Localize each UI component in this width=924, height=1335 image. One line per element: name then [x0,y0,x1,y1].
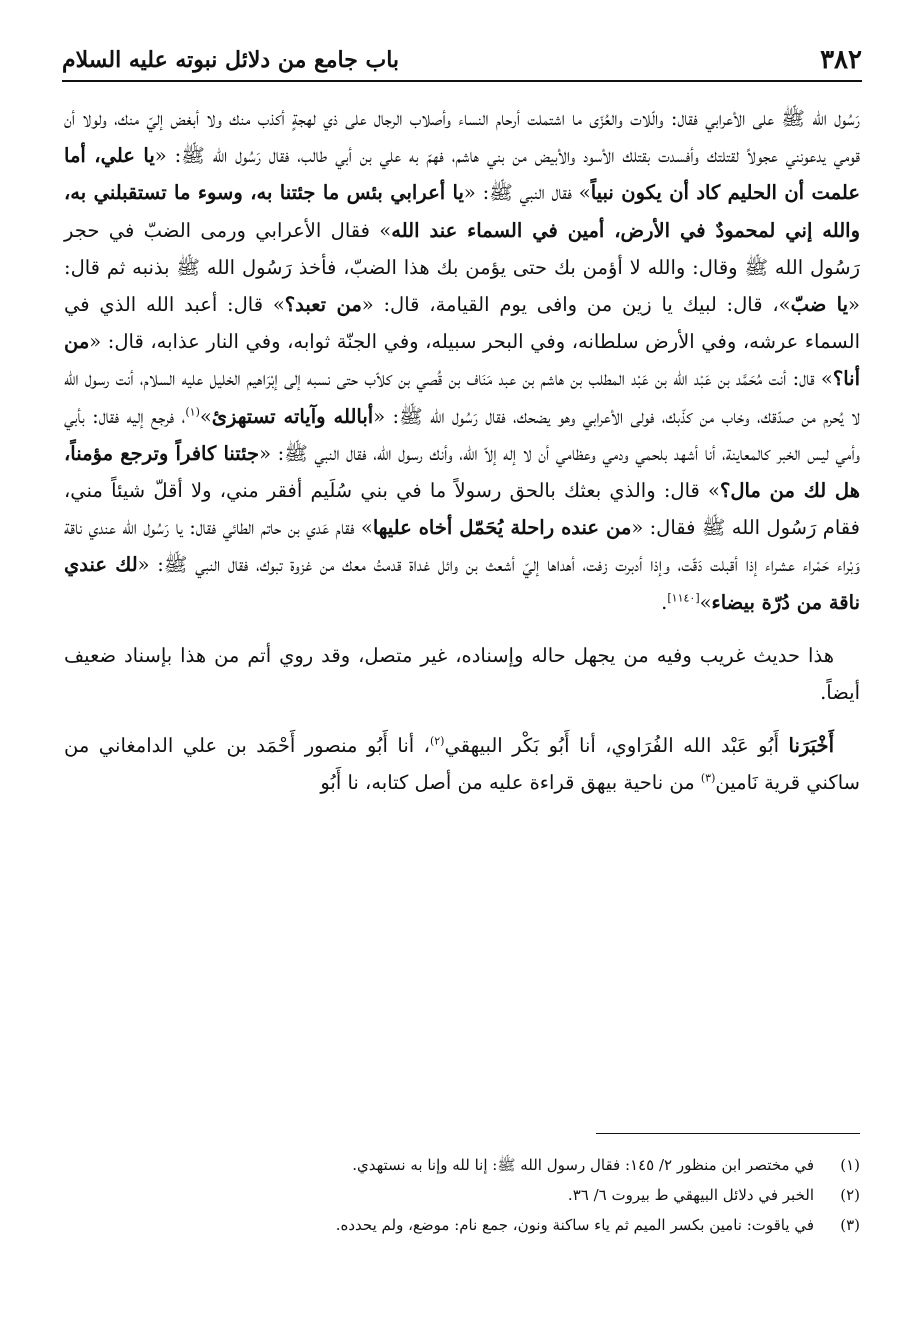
paragraph-hadith [64,100,860,621]
text-run: » قال: أعبد الله الذي في السماء عرشه، وفي الأرض سلطانه، وفي البحر سبيله، وفي الجنّة ثوابه، وفي النار عذابه، قال: « [64,293,860,354]
prophet-quote: من عنده راحلة يُحَمّل أخاه عليها [372,516,632,540]
footnote-marker: (١) [185,405,200,419]
running-header [62,40,862,80]
footnote-marker: (٣) [700,771,716,785]
footnote-rule [596,1133,860,1134]
paragraph-isnad [64,727,860,801]
footnote-text: في مختصر ابن منظور ٢/ ١٤٥: فقال رسول الله ﷺ: إنا لله وإنا به نستهدي. [352,1156,814,1174]
text-run: . [661,590,668,614]
text-run: رَسُول الله ﷺ على الأعرابي فقال: والّلات والعُزّى ما اشتملت أرحام النساء وأصلاب الرجال على ذي لهجةٍ أكذب منك ولا أبغض إليّ منك، ولولا أن قومي يدعونني عجولاً لقتلتك وأفسدت بقتلك الأسود والأبيض من بني هاشم، فهمّ به علي بن أبي طالب، فقال رَسُول الله ﷺ: « [64,107,860,168]
header-rule [62,80,862,82]
text-run: ، فرجع إليه فقال: بأبي وأمي ليس الخبر كالمعاينة، أنا أشهد بلحمي ودمي وعظامي أن لا إله إلاّ الله، وأنك رسول الله، فقال النبي ﷺ: « [64,404,860,465]
reference-number: [١١٤٠] [667,591,700,605]
text-run: » فقال الأعرابي ورمى الضبّ في حجر رَسُول الله ﷺ وقال: والله لا أؤمن بك حتى يؤمن بك هذا الضبّ، فأخذ رَسُول الله ﷺ بذنبه ثم قال: « [64,218,860,317]
footnote-1 [64,1150,860,1180]
prophet-quote: يا علي، أما علمت أن الحليم كاد أن يكون نبياً [64,144,861,205]
footnote-2 [64,1180,860,1210]
page-number: ٣٨٢ [820,45,862,75]
main-text [64,100,860,802]
footnote-3 [64,1210,860,1240]
text-run: » [199,404,212,428]
text-run: » [699,590,712,614]
text-run: » فقام عَدي بن حاتم الطائي فقال: يا رَسُول الله عندي ناقة وَبْراء حَمْراء عشراء إذا أقبلت دَقّت، وإذا أدبرت زفت، أهداها إليّ أشعث بن وائل غداة قدمتُ معك من غزوة تبوك، فقال النبي ﷺ: « [64,516,860,577]
paragraph-commentary: هذا حديث غريب وفيه من يجهل حاله وإسناده، غير متصل، وقد روي أتم من هذا بإسناد ضعيف أيضاً. [64,643,860,705]
text-run: من ناحية بيهق قراءة عليه من أصل كتابه، نا أَبُو [320,771,701,795]
footnote-text: في ياقوت: نامين بكسر الميم ثم ياء ساكنة ونون، جمع نام: موضع، ولم يحدده. [335,1216,814,1234]
isnad-lead: أَخْبَرَنا [788,734,834,758]
footnote-number: (٢) [840,1186,860,1204]
text-run: »، قال: لبيك يا زين من وافى يوم القيامة، قال: « [361,293,791,317]
prophet-quote: لك عندي ناقة من دُرّة بيضاء [64,553,860,614]
text-run: أَبُو عَبْد الله الفُرَاوي، أنا أَبُو بَكْر البيهقي [444,734,789,758]
prophet-quote: يا ضبّ [790,293,849,317]
text-run: » قال: أنت مُحَمَّد بن عَبْد الله بن عَبْد المطلب بن هاشم بن عبد مَنَاف بن قُصي بن كلاّب حتى نسبه إلى إبْرَاهيم الخليل عليه السلام، أنت رسول الله لا يُحرم من صدّقك، وخاب من كذّبك، فولى الأعرابي وهو يضحك، فقال رَسُول الله ﷺ: « [64,367,860,428]
footnotes [64,1150,860,1240]
prophet-quote: جئتنا كافراً وترجع مؤمناً، هل لك من مال؟ [64,441,860,503]
prophet-quote: أبالله وآياته تستهزئ [211,404,374,428]
text-run: » فقال النبي ﷺ: « [463,181,591,205]
footnote-number: (١) [840,1156,860,1174]
footnote-number: (٣) [840,1216,860,1234]
prophet-quote: يا أعرابي بئس ما جئتنا به، وسوء ما تستقبلني به، والله إني لمحمودٌ في الأرض، أمين في السماء عند الله [64,181,860,242]
footnote-marker: (٢) [429,734,445,748]
text-run: » قال: والذي بعثك بالحق رسولاً ما في بني سُلَيم أفقر مني، ولا أقلّ شيئاً مني، فقام رَسُول الله ﷺ فقال: « [64,479,860,540]
footnote-text: الخبر في دلائل البيهقي ط بيروت ٦/ ٣٦. [567,1186,814,1204]
prophet-quote: من أنا؟ [64,330,860,391]
text-run: ، أنا أَبُو منصور أَحْمَد بن علي الدامغاني من ساكني قرية نَامين [64,734,860,795]
chapter-title: باب جامع من دلائل نبوته عليه السلام [62,47,400,73]
prophet-quote: من تعبد؟ [284,293,362,317]
